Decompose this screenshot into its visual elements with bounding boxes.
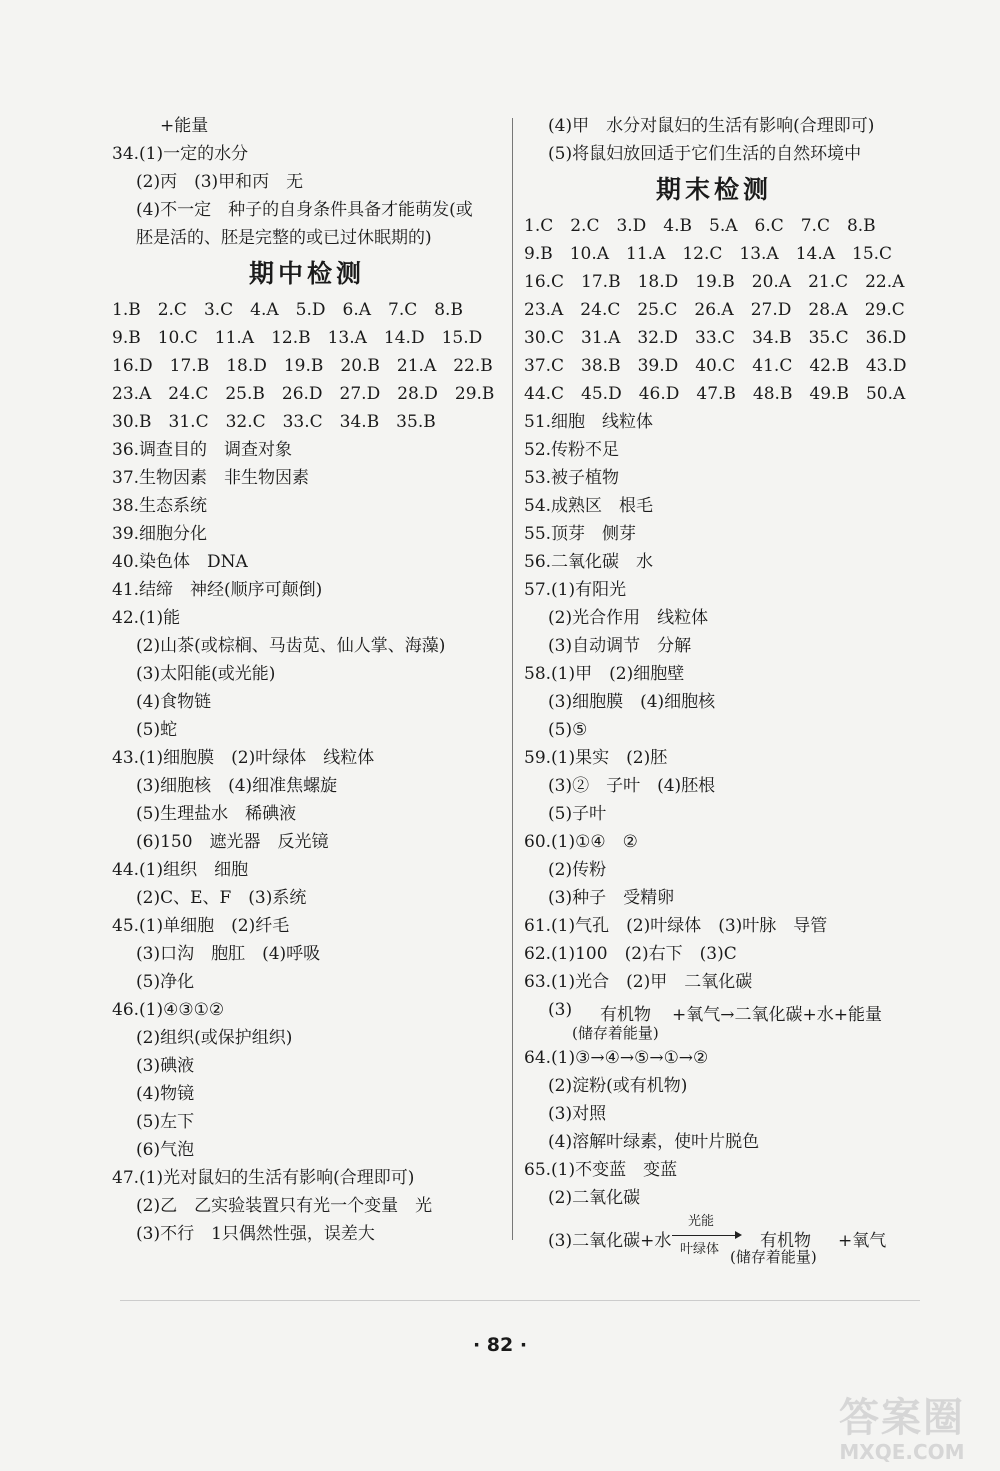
answer-line: 45.(1)单细胞 (2)纤毛 bbox=[112, 916, 290, 936]
answer-line: 56.二氧化碳 水 bbox=[524, 552, 654, 572]
answer-line: 23.A 24.C 25.B 26.D 27.D 28.D 29.B bbox=[112, 384, 495, 404]
answer-line: 42.(1)能 bbox=[112, 608, 181, 628]
answer-line: 44.C 45.D 46.D 47.B 48.B 49.B 50.A bbox=[524, 384, 906, 404]
answer-line: (4)不一定 种子的自身条件具备才能萌发(或 bbox=[136, 200, 473, 220]
answer-line: 40.染色体 DNA bbox=[112, 552, 248, 572]
answer-line: 58.(1)甲 (2)细胞壁 bbox=[524, 664, 685, 684]
eq65-condition-below: 叶绿体 bbox=[680, 1242, 720, 1257]
answer-line: 52.传粉不足 bbox=[524, 440, 620, 460]
answer-line: (3)口沟 胞肛 (4)呼吸 bbox=[136, 944, 321, 964]
answer-line: 47.(1)光对鼠妇的生活有影响(合理即可) bbox=[112, 1168, 415, 1188]
watermark-logo bbox=[822, 1396, 982, 1464]
answer-line: (3)细胞膜 (4)细胞核 bbox=[548, 692, 716, 712]
midterm-heading: 期中检测 bbox=[248, 259, 365, 288]
column-divider bbox=[512, 118, 513, 1240]
answer-line: (3)② 子叶 (4)胚根 bbox=[548, 776, 716, 796]
answer-line: 38.生态系统 bbox=[112, 496, 208, 516]
answer-line: 9.B 10.A 11.A 12.C 13.A 14.A 15.C bbox=[524, 244, 893, 264]
answer-line: 1.C 2.C 3.D 4.B 5.A 6.C 7.C 8.B bbox=[524, 216, 876, 236]
answer-line: 59.(1)果实 (2)胚 bbox=[524, 748, 668, 768]
right-top-lines bbox=[524, 112, 904, 168]
answer-line: (2)山茶(或棕榈、马齿苋、仙人掌、海藻) bbox=[136, 636, 446, 656]
answer-line: (3)种子 受精卵 bbox=[548, 888, 675, 908]
page-number: · 82 · bbox=[472, 1334, 528, 1356]
answer-line: (3)自动调节 分解 bbox=[548, 636, 692, 656]
eq65-plus-oxygen: +氧气 bbox=[838, 1231, 887, 1251]
answer-line: 41.结缔 神经(顺序可颠倒) bbox=[112, 580, 323, 600]
answer-line: (5)⑤ bbox=[548, 720, 588, 740]
answer-line: 63.(1)光合 (2)甲 二氧化碳 bbox=[524, 972, 753, 992]
right-column bbox=[524, 112, 907, 1266]
eq63-organic: 有机物 bbox=[600, 1005, 651, 1025]
answer-line: +能量 bbox=[160, 116, 209, 136]
answer-line: (4)溶解叶绿素，使叶片脱色 bbox=[548, 1132, 760, 1152]
right-answer-lines bbox=[524, 212, 907, 996]
answer-line: 36.调查目的 调查对象 bbox=[112, 440, 293, 460]
answer-line: 65.(1)不变蓝 变蓝 bbox=[524, 1160, 678, 1180]
answer-line: (5)将鼠妇放回适于它们生活的自然环境中 bbox=[548, 144, 862, 164]
answer-line: (2)组织(或保护组织) bbox=[136, 1028, 293, 1048]
final-heading: 期末检测 bbox=[655, 175, 772, 204]
answer-line: (3)细胞核 (4)细准焦螺旋 bbox=[136, 776, 338, 796]
answer-line: 54.成熟区 根毛 bbox=[524, 496, 654, 516]
eq63-prefix: (3) bbox=[548, 1000, 573, 1020]
answer-line: 37.C 38.B 39.D 40.C 41.C 42.B 43.D bbox=[524, 356, 907, 376]
answer-line: (2)淀粉(或有机物) bbox=[548, 1076, 688, 1096]
left-top-lines bbox=[112, 112, 502, 252]
left-column bbox=[112, 112, 502, 1248]
answer-line: 胚是活的、胚是完整的或已过休眠期的) bbox=[136, 228, 432, 248]
answer-line: 55.顶芽 侧芽 bbox=[524, 524, 637, 544]
answer-line: (3)对照 bbox=[548, 1104, 607, 1124]
answer-line: (5)蛇 bbox=[136, 720, 178, 740]
answer-line: (3)碘液 bbox=[136, 1056, 195, 1076]
answer-line: 39.细胞分化 bbox=[112, 524, 208, 544]
answer-line: (2)乙 乙实验装置只有光一个变量 光 bbox=[136, 1196, 433, 1216]
right-answer-lines-2 bbox=[524, 1044, 904, 1212]
footer-rule bbox=[120, 1300, 920, 1301]
answer-line: 30.B 31.C 32.C 33.C 34.B 35.B bbox=[112, 412, 436, 432]
answer-line: (4)物镜 bbox=[136, 1084, 195, 1104]
eq65-prefix: (3)二氧化碳+水 bbox=[548, 1231, 672, 1251]
answer-line: (5)子叶 bbox=[548, 804, 607, 824]
answer-line: 44.(1)组织 细胞 bbox=[112, 860, 249, 880]
watermark-line2: MXQE.COM bbox=[839, 1440, 965, 1464]
answer-line: (5)左下 bbox=[136, 1112, 195, 1132]
left-answer-lines bbox=[112, 296, 502, 1248]
answer-line: 57.(1)有阳光 bbox=[524, 580, 627, 600]
answer-line: (4)食物链 bbox=[136, 692, 212, 712]
answer-line: (6)气泡 bbox=[136, 1140, 195, 1160]
equation-63 bbox=[524, 996, 904, 1044]
answer-line: (2)丙 (3)甲和丙 无 bbox=[136, 172, 304, 192]
answer-line: 34.(1)一定的水分 bbox=[112, 144, 249, 164]
answer-line: 30.C 31.A 32.D 33.C 34.B 35.C 36.D bbox=[524, 328, 907, 348]
answer-line: 60.(1)①④ ② bbox=[524, 832, 638, 852]
eq63-rest: +氧气→二氧化碳+水+能量 bbox=[672, 1005, 882, 1025]
answer-line: 43.(1)细胞膜 (2)叶绿体 线粒体 bbox=[112, 748, 375, 768]
answer-line: 16.D 17.B 18.D 19.B 20.B 21.A 22.B bbox=[112, 356, 493, 376]
answer-line: (2)C、E、F (3)系统 bbox=[136, 888, 307, 908]
answer-line: (2)光合作用 线粒体 bbox=[548, 608, 709, 628]
answer-line: 64.(1)③→④→⑤→①→② bbox=[524, 1048, 709, 1068]
eq65-condition-above: 光能 bbox=[688, 1214, 715, 1229]
eq63-note: (储存着能量) bbox=[572, 1024, 659, 1042]
eq65-product: 有机物 bbox=[760, 1231, 811, 1251]
answer-line: 51.细胞 线粒体 bbox=[524, 412, 654, 432]
answer-line: (5)生理盐水 稀碘液 bbox=[136, 804, 297, 824]
answer-line: (2)传粉 bbox=[548, 860, 607, 880]
answer-line: (3)不行 1只偶然性强，误差大 bbox=[136, 1224, 375, 1244]
answer-line: (5)净化 bbox=[136, 972, 195, 992]
reaction-arrow-icon bbox=[672, 1235, 740, 1236]
answer-line: (4)甲 水分对鼠妇的生活有影响(合理即可) bbox=[548, 116, 875, 136]
answer-line: 1.B 2.C 3.C 4.A 5.D 6.A 7.C 8.B bbox=[112, 300, 463, 320]
answer-line: (2)二氧化碳 bbox=[548, 1188, 641, 1208]
answer-line: 37.生物因素 非生物因素 bbox=[112, 468, 310, 488]
answer-line: 62.(1)100 (2)右下 (3)C bbox=[524, 944, 737, 964]
watermark-line1: 答案圈 bbox=[839, 1395, 965, 1441]
answer-line: (3)太阳能(或光能) bbox=[136, 664, 276, 684]
answer-line: 16.C 17.B 18.D 19.B 20.A 21.C 22.A bbox=[524, 272, 905, 292]
answer-line: 53.被子植物 bbox=[524, 468, 620, 488]
answer-line: 9.B 10.C 11.A 12.B 13.A 14.D 15.D bbox=[112, 328, 483, 348]
answer-line: (6)150 遮光器 反光镜 bbox=[136, 832, 329, 852]
answer-line: 46.(1)④③①② bbox=[112, 1000, 225, 1020]
eq65-note: (储存着能量) bbox=[730, 1248, 817, 1266]
equation-65 bbox=[524, 1212, 904, 1264]
answer-line: 61.(1)气孔 (2)叶绿体 (3)叶脉 导管 bbox=[524, 916, 828, 936]
answer-line: 23.A 24.C 25.C 26.A 27.D 28.A 29.C bbox=[524, 300, 905, 320]
